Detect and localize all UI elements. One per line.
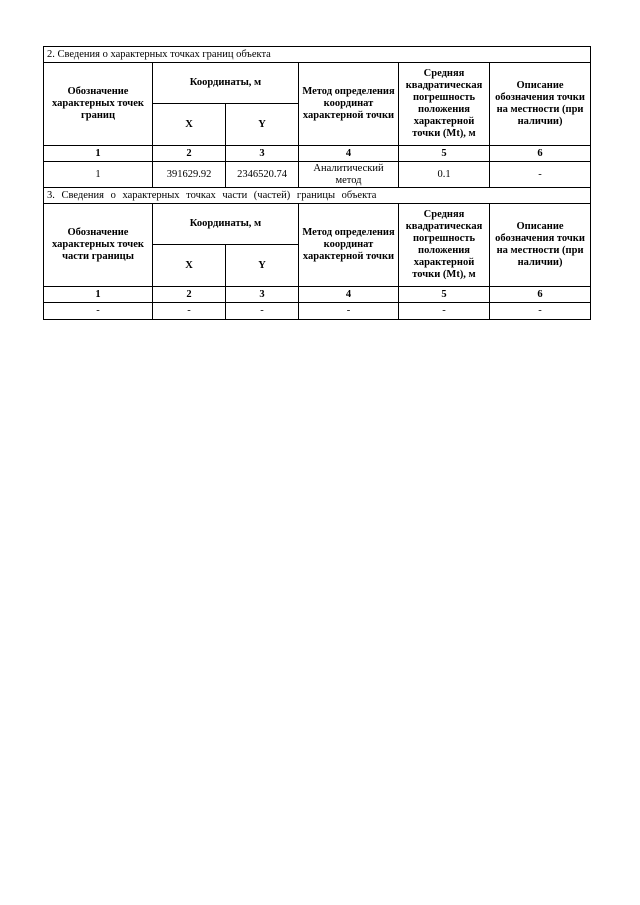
header-coordinates: Координаты, м [153, 63, 299, 104]
column-number: 6 [490, 146, 591, 162]
header-error: Средняя квадратическая погрешность положения характерной точки (Mt), м [399, 63, 490, 146]
header-description: Описание обозначения точки на местности (при наличии) [490, 204, 591, 287]
column-number: 3 [226, 287, 299, 303]
column-numbers-row [44, 146, 591, 162]
column-number: 2 [153, 146, 226, 162]
column-number: 1 [44, 146, 153, 162]
coord-y: - [226, 303, 299, 320]
header-description: Описание обозначения точки на местности (при наличии) [490, 63, 591, 146]
column-number: 6 [490, 287, 591, 303]
header-y: Y [226, 104, 299, 146]
column-number: 5 [399, 287, 490, 303]
header-method: Метод определения координат характерной точки [299, 63, 399, 146]
point-description: - [490, 162, 591, 188]
column-number: 4 [299, 287, 399, 303]
column-number: 4 [299, 146, 399, 162]
header-coordinates: Координаты, м [153, 204, 299, 245]
section-title: 2. Сведения о характерных точках границ объекта [44, 47, 591, 63]
column-number: 1 [44, 287, 153, 303]
header-x: X [153, 104, 226, 146]
point-description: - [490, 303, 591, 320]
boundary-points-table [43, 46, 591, 188]
column-number: 3 [226, 146, 299, 162]
document-sheet [43, 46, 590, 320]
method: - [299, 303, 399, 320]
header-designation: Обозначение характерных точек границ [44, 63, 153, 146]
column-number: 2 [153, 287, 226, 303]
point-designation: - [44, 303, 153, 320]
header-method: Метод определения координат характерной точки [299, 204, 399, 287]
part-boundary-points-table [43, 187, 591, 320]
error-value: 0.1 [399, 162, 490, 188]
table-row [44, 162, 591, 188]
coord-x: - [153, 303, 226, 320]
header-designation: Обозначение характерных точек части границы [44, 204, 153, 287]
table-row [44, 303, 591, 320]
column-number: 5 [399, 146, 490, 162]
coord-y: 2346520.74 [226, 162, 299, 188]
method: Аналитический метод [299, 162, 399, 188]
error-value: - [399, 303, 490, 320]
section-title: 3. Сведения о характерных точках части (частей) границы объекта [44, 188, 591, 204]
coord-x: 391629.92 [153, 162, 226, 188]
header-x: X [153, 245, 226, 287]
header-error: Средняя квадратическая погрешность положения характерной точки (Mt), м [399, 204, 490, 287]
column-numbers-row [44, 287, 591, 303]
header-y: Y [226, 245, 299, 287]
point-designation: 1 [44, 162, 153, 188]
